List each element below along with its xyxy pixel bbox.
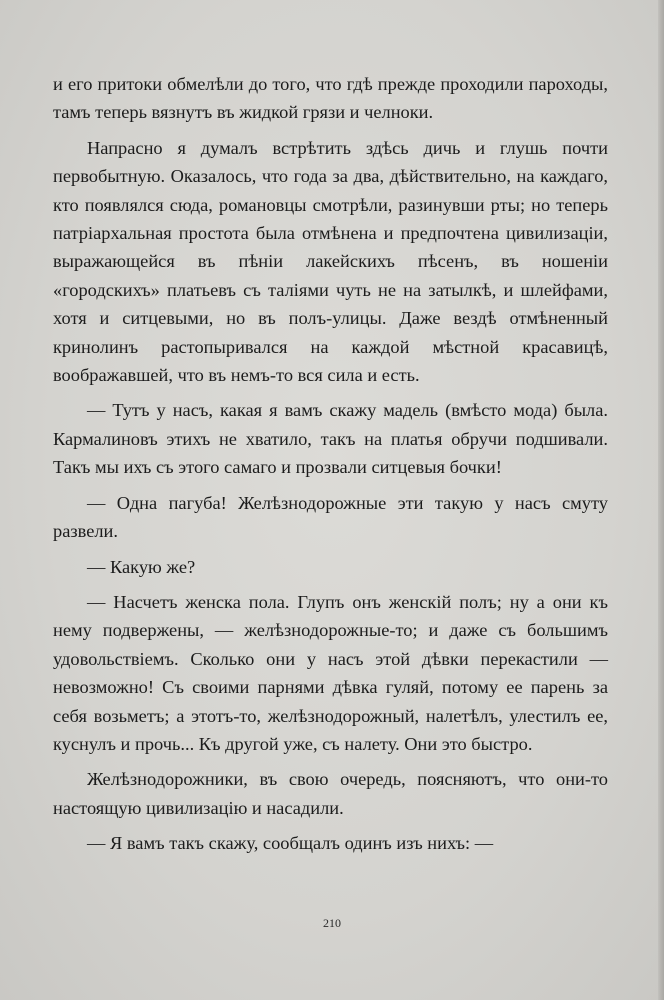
paragraph-continuation: и его притоки обмелѣли до того, что гдѣ прежде проходили пароходы, тамъ теперь вязнутъ въ жидкой грязи и челноки.	[53, 74, 608, 123]
dialogue-paragraph: — Насчетъ женска пола. Глупъ онъ женскій полъ; ну а они къ нему подвержены, — желѣзнодорожные-то; и даже съ большимъ удовольствіемъ. Сколько они у насъ этой дѣвки перекастили — невозможно! Съ своими парнями дѣвка гуляй, потому ее парень за себя возьметъ; а этотъ-то, желѣзнодорожный, налетѣлъ, улестилъ ее, куснулъ и прочь... Къ другой уже, съ налету. Они это быстро.	[53, 591, 608, 754]
dialogue-paragraph: — Какую же?	[87, 556, 196, 577]
paragraph: Напрасно я думалъ встрѣтить здѣсь дичь и глушь почти первобытную. Оказалось, что года за два, дѣйствительно, на каждаго, кто появлялся сюда, романовцы смотрѣли, разинувши рты; но теперь патріархальная простота была отмѣнена и предпочтена цивилизаціи, выражающейся въ пѣніи лакейскихъ пѣсенъ, въ ношеніи «городскихъ» платьевъ съ таліями чуть не на затылкѣ, и шлейфами, хотя и ситцевыми, но въ полъ-улицы. Даже вездѣ отмѣненный кринолинъ растопыривался на каждой мѣстной красавицѣ, воображавшей, что въ немъ-то вся сила и есть.	[53, 137, 608, 386]
dialogue-paragraph: — Я вамъ такъ скажу, сообщалъ одинъ изъ нихъ: —	[87, 833, 494, 854]
page-number: 210	[323, 916, 341, 930]
page-edge-shadow	[658, 0, 664, 1000]
dialogue-paragraph: — Тутъ у насъ, какая я вамъ скажу мадель (вмѣсто мода) была. Кармалиновъ этихъ не хватило, такъ на платья обручи подшивали. Такъ мы ихъ съ этого самаго и прозвали ситцевыя бочки!	[53, 400, 608, 478]
paragraph: Желѣзнодорожники, въ свою очередь, поясняютъ, что они-то настоящую цивилизацію и насадили.	[53, 769, 608, 818]
body-text	[53, 70, 608, 865]
dialogue-paragraph: — Одна пагуба! Желѣзнодорожные эти такую у насъ смуту развели.	[53, 492, 608, 542]
